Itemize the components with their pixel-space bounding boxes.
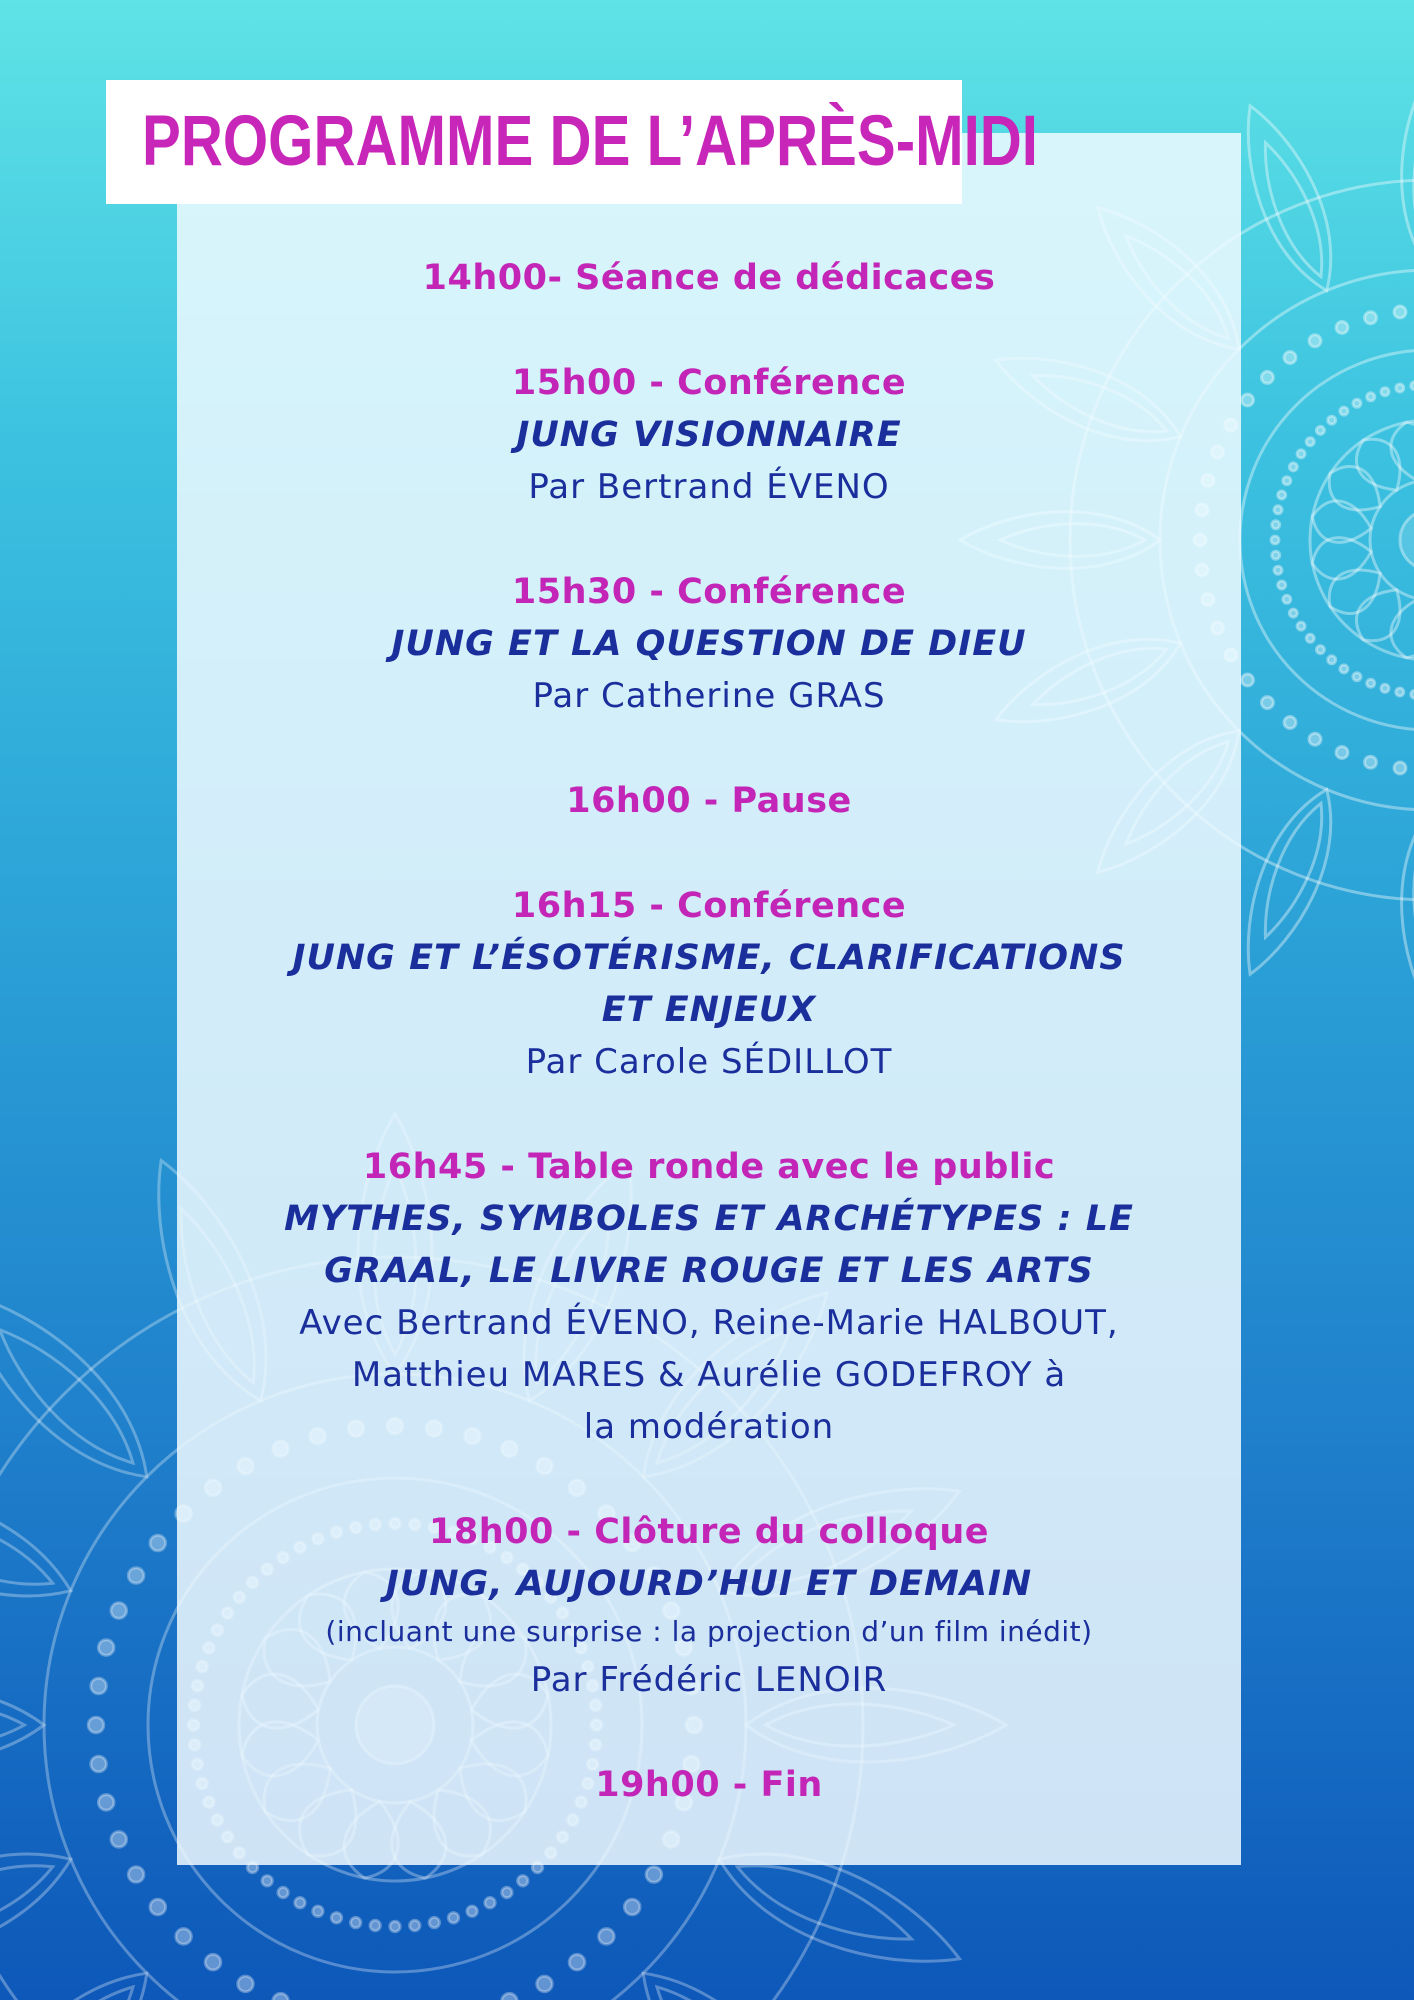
schedule-item	[177, 1141, 1241, 1453]
speaker: Par Bertrand ÉVENO	[528, 467, 890, 507]
schedule-item	[177, 1506, 1241, 1706]
schedule-time: 16h15 - Conférence	[511, 886, 907, 926]
schedule-item	[177, 566, 1241, 722]
speaker: Avec Bertrand ÉVENO, Reine-Marie HALBOUT,	[299, 1303, 1119, 1343]
schedule-time: 16h45 - Table ronde avec le public	[362, 1147, 1056, 1187]
speaker: Par Frédéric LENOIR	[530, 1660, 888, 1700]
page-title: PROGRAMME DE L’APRÈS-MIDI	[142, 102, 1038, 181]
schedule-time: 18h00 - Clôture du colloque	[429, 1512, 989, 1552]
schedule-item	[177, 252, 1241, 304]
talk-title: JUNG ET LA QUESTION DE DIEU	[391, 624, 1027, 664]
schedule-time: 19h00 - Fin	[595, 1765, 823, 1805]
schedule-list	[177, 252, 1241, 1864]
talk-title: ET ENJEUX	[601, 990, 817, 1030]
schedule-item	[177, 880, 1241, 1088]
talk-note: (incluant une surprise : la projection d’un film inédit)	[325, 1615, 1093, 1648]
schedule-time: 16h00 - Pause	[566, 781, 852, 821]
schedule-item	[177, 1759, 1241, 1811]
talk-title: JUNG ET L’ÉSOTÉRISME, CLARIFICATIONS	[292, 938, 1126, 978]
schedule-time: 14h00- Séance de dédicaces	[422, 258, 996, 298]
speaker: Par Catherine GRAS	[532, 676, 886, 716]
talk-title: JUNG VISIONNAIRE	[516, 415, 902, 455]
schedule-time: 15h00 - Conférence	[511, 363, 907, 403]
title-banner	[106, 80, 1038, 204]
speaker: la modération	[583, 1407, 835, 1447]
schedule-item	[177, 357, 1241, 513]
schedule-item	[177, 775, 1241, 827]
speaker: Matthieu MARES & Aurélie GODEFROY à	[351, 1355, 1067, 1395]
talk-title: GRAAL, LE LIVRE ROUGE ET LES ARTS	[324, 1251, 1094, 1291]
schedule-time: 15h30 - Conférence	[511, 572, 907, 612]
talk-title: JUNG, AUJOURD’HUI ET DEMAIN	[385, 1564, 1033, 1604]
speaker: Par Carole SÉDILLOT	[525, 1042, 893, 1082]
talk-title: MYTHES, SYMBOLES ET ARCHÉTYPES : LE	[284, 1199, 1134, 1239]
